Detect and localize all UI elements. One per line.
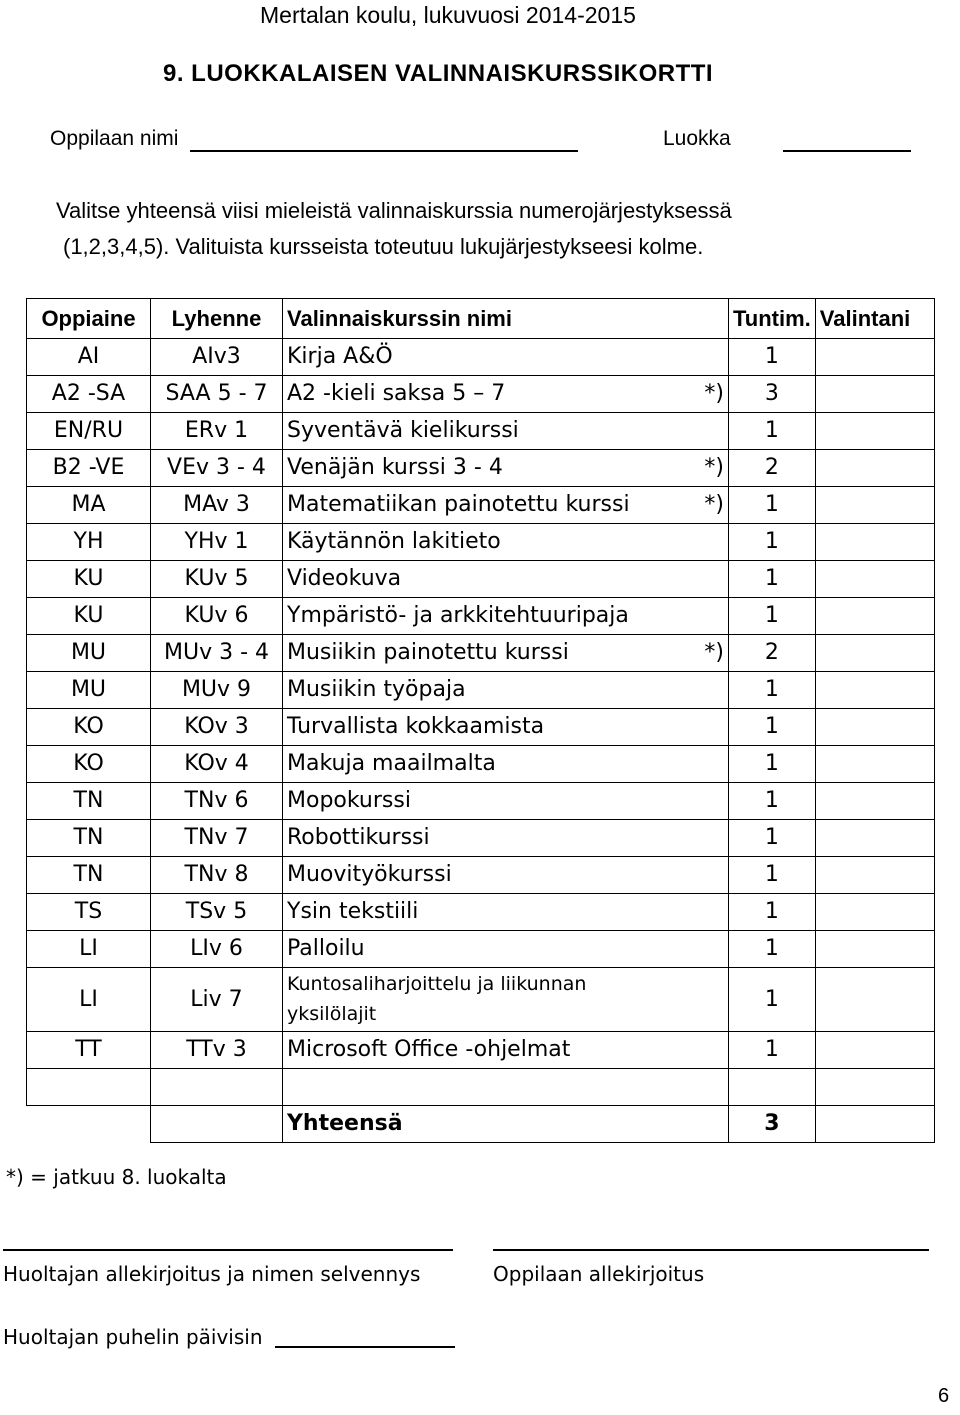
course-name: Mopokurssi [287, 788, 411, 813]
course-subject: MU [27, 672, 151, 709]
instruction-line-1: Valitse yhteensä viisi mieleistä valinnaiskurssia numerojärjestyksessä [56, 198, 732, 223]
course-choice-cell[interactable] [815, 524, 934, 561]
course-hours: 1 [729, 1032, 816, 1069]
course-row [27, 968, 935, 1032]
course-hours: 3 [729, 376, 816, 413]
course-name-cell [283, 450, 729, 487]
course-name-wrap [287, 642, 724, 664]
course-row [27, 413, 935, 450]
course-abbr: KOv 4 [151, 746, 283, 783]
course-hours: 1 [729, 413, 816, 450]
course-name: Muovityökurssi [287, 862, 452, 887]
pupil-name-field[interactable] [190, 150, 578, 152]
course-choice-cell[interactable] [815, 709, 934, 746]
page-title: 9. LUOKKALAISEN VALINNAISKURSSIKORTTI [163, 60, 714, 87]
total-label: Yhteensä [283, 1106, 729, 1143]
guardian-phone-label: Huoltajan puhelin päivisin [3, 1325, 263, 1349]
course-name-cell [283, 672, 729, 709]
course-choice-cell[interactable] [815, 561, 934, 598]
total-row [27, 1106, 935, 1143]
course-name: Turvallista kokkaamista [287, 714, 545, 739]
course-name: Venäjän kurssi 3 - 4 [287, 455, 503, 480]
course-choice-cell[interactable] [815, 857, 934, 894]
course-subject: A2 -SA [27, 376, 151, 413]
course-subject: KO [27, 746, 151, 783]
school-header: Mertalan koulu, lukuvuosi 2014-2015 [260, 2, 636, 28]
course-row [27, 820, 935, 857]
continuation-note: *) [704, 381, 724, 406]
course-hours: 2 [729, 450, 816, 487]
course-name-cell [283, 968, 729, 1032]
course-choice-cell[interactable] [815, 672, 934, 709]
course-hours: 1 [729, 783, 816, 820]
course-subject: AI [27, 339, 151, 376]
course-name-wrap [287, 605, 724, 627]
course-name-wrap [287, 383, 724, 405]
course-row [27, 339, 935, 376]
course-choice-cell[interactable] [815, 783, 934, 820]
course-subject: TN [27, 857, 151, 894]
course-hours: 1 [729, 746, 816, 783]
course-subject: TS [27, 894, 151, 931]
blank-row [27, 1069, 935, 1106]
course-name: Musiikin työpaja [287, 677, 466, 702]
instruction-line-2: (1,2,3,4,5). Valituista kursseista toteutuu lukujärjestykseesi kolme. [63, 234, 704, 259]
course-subject: LI [27, 968, 151, 1032]
course-table [26, 298, 935, 1143]
course-row [27, 746, 935, 783]
course-name-wrap [287, 827, 724, 849]
course-abbr: LIv 6 [151, 931, 283, 968]
course-choice-cell[interactable] [815, 635, 934, 672]
course-row [27, 783, 935, 820]
header-subject: Oppiaine [27, 299, 151, 339]
course-name: Microsoft Office -ohjelmat [287, 1037, 571, 1062]
course-name: Palloilu [287, 936, 365, 961]
course-name-wrap [287, 679, 724, 701]
course-name-cell [283, 709, 729, 746]
course-name: Ympäristö- ja arkkitehtuuripaja [287, 603, 629, 628]
course-choice-cell[interactable] [815, 376, 934, 413]
course-name-wrap [287, 494, 724, 516]
course-name: Makuja maailmalta [287, 751, 496, 776]
course-row [27, 561, 935, 598]
course-name-wrap [287, 790, 724, 812]
course-abbr: Liv 7 [151, 968, 283, 1032]
course-hours: 1 [729, 894, 816, 931]
course-subject: TN [27, 783, 151, 820]
course-name-wrap [287, 716, 724, 738]
blank-cell [283, 1069, 729, 1106]
course-row [27, 376, 935, 413]
course-choice-cell[interactable] [815, 968, 934, 1032]
course-row [27, 487, 935, 524]
course-choice-cell[interactable] [815, 1032, 934, 1069]
course-abbr: KOv 3 [151, 709, 283, 746]
course-hours: 1 [729, 598, 816, 635]
course-name: Syventävä kielikurssi [287, 418, 519, 443]
course-name-cell [283, 413, 729, 450]
course-choice-cell[interactable] [815, 598, 934, 635]
course-name-wrap [287, 420, 724, 442]
course-hours: 1 [729, 820, 816, 857]
course-name-cell [283, 376, 729, 413]
course-abbr: KUv 5 [151, 561, 283, 598]
continuation-note: *) [704, 640, 724, 665]
course-subject: KU [27, 561, 151, 598]
course-name: Videokuva [287, 566, 402, 591]
continuation-note: *) [704, 455, 724, 480]
pupil-signature-line[interactable] [493, 1249, 929, 1251]
course-abbr: TNv 7 [151, 820, 283, 857]
course-name-wrap [287, 864, 724, 886]
blank-cell [151, 1069, 283, 1106]
course-hours: 1 [729, 561, 816, 598]
course-name-cell [283, 1032, 729, 1069]
course-row [27, 894, 935, 931]
course-hours: 1 [729, 857, 816, 894]
course-name-wrap [287, 753, 724, 775]
course-abbr: SAA 5 - 7 [151, 376, 283, 413]
course-subject: B2 -VE [27, 450, 151, 487]
course-abbr: MAv 3 [151, 487, 283, 524]
course-hours: 2 [729, 635, 816, 672]
class-label: Luokka [663, 127, 731, 150]
course-name: Matematiikan painotettu kurssi [287, 492, 630, 517]
blank-cell [729, 1069, 816, 1106]
course-choice-cell[interactable] [815, 413, 934, 450]
course-row [27, 524, 935, 561]
footnote: *) = jatkuu 8. luokalta [6, 1165, 227, 1189]
course-hours: 1 [729, 968, 816, 1032]
course-hours: 1 [729, 487, 816, 524]
course-choice-cell[interactable] [815, 339, 934, 376]
guardian-signature-label: Huoltajan allekirjoitus ja nimen selvennys [3, 1262, 421, 1286]
course-row [27, 450, 935, 487]
course-name-cell [283, 783, 729, 820]
course-choice-cell[interactable] [815, 820, 934, 857]
course-abbr: YHv 1 [151, 524, 283, 561]
course-row [27, 709, 935, 746]
course-name-cell [283, 857, 729, 894]
course-name-cell [283, 487, 729, 524]
course-name: A2 -kieli saksa 5 – 7 [287, 381, 506, 406]
course-subject: YH [27, 524, 151, 561]
course-row [27, 1032, 935, 1069]
course-abbr: AIv3 [151, 339, 283, 376]
course-name-cell [283, 820, 729, 857]
course-subject: LI [27, 931, 151, 968]
course-hours: 1 [729, 709, 816, 746]
course-name-cell [283, 561, 729, 598]
course-subject: EN/RU [27, 413, 151, 450]
course-name: Robottikurssi [287, 825, 430, 850]
header-abbr: Lyhenne [151, 299, 283, 339]
blank-cell [27, 1069, 151, 1106]
course-row [27, 931, 935, 968]
course-name-cell [283, 931, 729, 968]
course-subject: KU [27, 598, 151, 635]
course-name-wrap [287, 568, 724, 590]
course-subject: MU [27, 635, 151, 672]
course-subject: KO [27, 709, 151, 746]
course-name-cell [283, 894, 729, 931]
course-name-wrap [287, 938, 724, 960]
guardian-phone-field[interactable] [275, 1346, 455, 1348]
course-name-wrap [287, 457, 724, 479]
table-header-row [27, 299, 935, 339]
course-table-body [27, 339, 935, 1069]
course-abbr: ERv 1 [151, 413, 283, 450]
guardian-signature-line[interactable] [3, 1249, 453, 1251]
course-abbr: TNv 6 [151, 783, 283, 820]
header-course-name: Valinnaiskurssin nimi [283, 299, 729, 339]
course-choice-cell[interactable] [815, 894, 934, 931]
course-name-wrap [287, 901, 724, 923]
course-abbr: MUv 3 - 4 [151, 635, 283, 672]
course-abbr: TSv 5 [151, 894, 283, 931]
course-name-cell [283, 635, 729, 672]
course-abbr: MUv 9 [151, 672, 283, 709]
course-name: Kirja A&Ö [287, 344, 393, 369]
blank-cell [815, 1069, 934, 1106]
course-choice-cell[interactable] [815, 931, 934, 968]
course-abbr: TTv 3 [151, 1032, 283, 1069]
course-name: Kuntosaliharjoittelu ja liikunnan yksilölajit [287, 973, 587, 1025]
course-name-cell [283, 524, 729, 561]
course-row [27, 672, 935, 709]
course-name-wrap [287, 346, 724, 368]
course-name-wrap [287, 1039, 724, 1061]
course-hours: 1 [729, 524, 816, 561]
course-name-cell [283, 598, 729, 635]
class-field[interactable] [783, 150, 911, 152]
course-choice-cell[interactable] [815, 450, 934, 487]
course-name-wrap [287, 531, 724, 553]
continuation-note: *) [704, 492, 724, 517]
course-name-wrap [287, 970, 724, 1029]
empty-cell [27, 1106, 151, 1143]
course-hours: 1 [729, 672, 816, 709]
total-choice-cell [815, 1106, 934, 1143]
course-subject: MA [27, 487, 151, 524]
course-name-cell [283, 746, 729, 783]
total-value: 3 [729, 1106, 816, 1143]
course-subject: TN [27, 820, 151, 857]
course-row [27, 598, 935, 635]
page-number: 6 [938, 1385, 950, 1407]
course-abbr: TNv 8 [151, 857, 283, 894]
course-choice-cell[interactable] [815, 746, 934, 783]
course-row [27, 857, 935, 894]
course-row [27, 635, 935, 672]
course-name: Ysin tekstiili [287, 899, 419, 924]
course-name-cell [283, 339, 729, 376]
course-hours: 1 [729, 931, 816, 968]
pupil-name-label: Oppilaan nimi [50, 127, 179, 150]
pupil-signature-label: Oppilaan allekirjoitus [493, 1262, 705, 1286]
course-name: Käytännön lakitieto [287, 529, 501, 554]
course-abbr: VEv 3 - 4 [151, 450, 283, 487]
course-abbr: KUv 6 [151, 598, 283, 635]
empty-cell [151, 1106, 283, 1143]
course-name: Musiikin painotettu kurssi [287, 640, 569, 665]
course-subject: TT [27, 1032, 151, 1069]
header-choice: Valintani [815, 299, 934, 339]
header-hours: Tuntim. [729, 299, 816, 339]
course-choice-cell[interactable] [815, 487, 934, 524]
course-hours: 1 [729, 339, 816, 376]
